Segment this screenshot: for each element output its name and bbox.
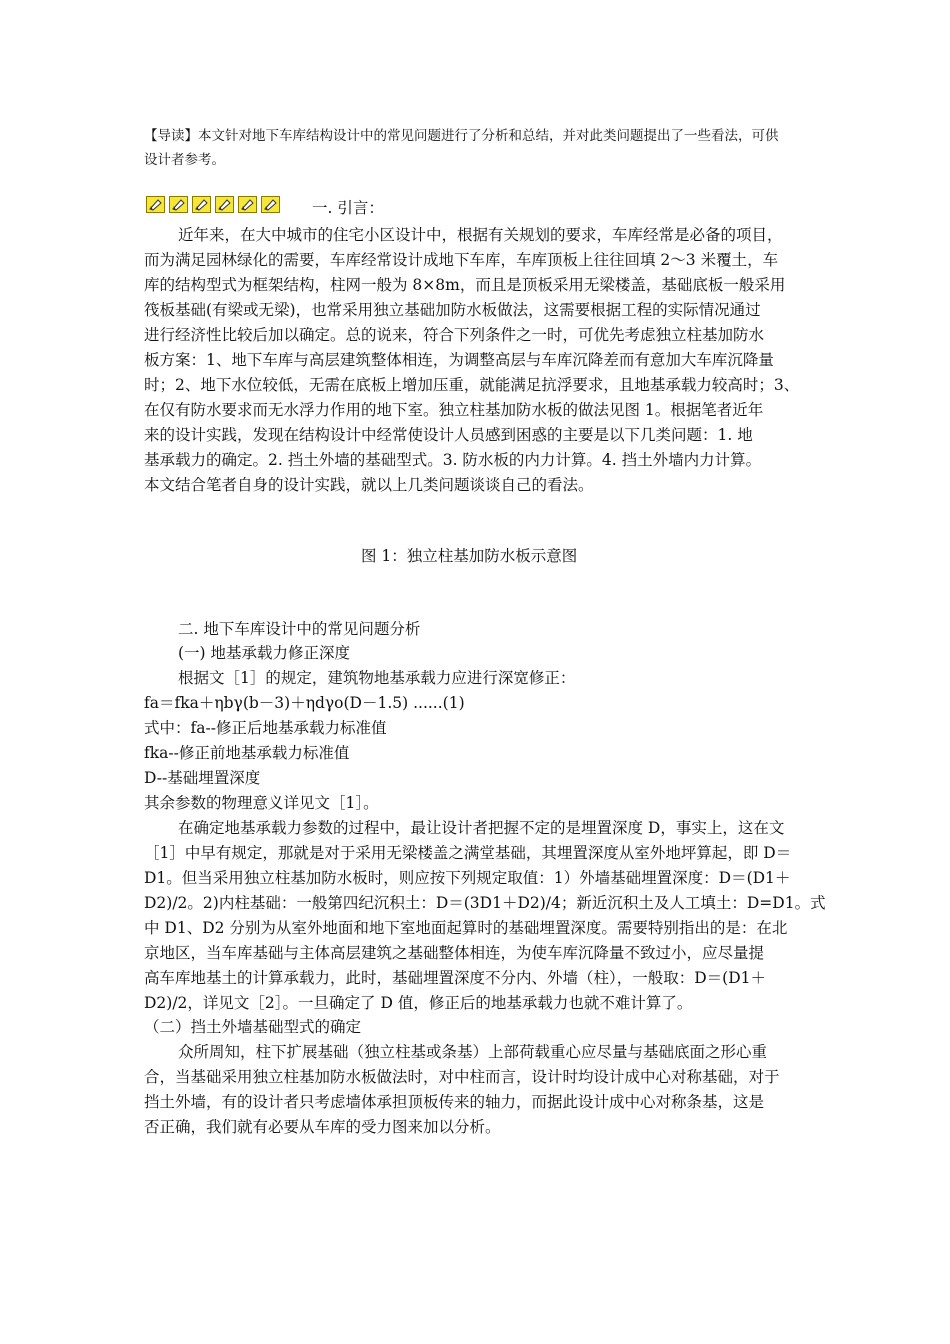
body-line: 中 D1、D2 分别为从室外地面和地下室地面起算时的基础埋置深度。需要特别指出的是：在北: [144, 919, 788, 937]
section1-line: 在仅有防水要求而无水浮力作用的地下室。独立柱基加防水板的做法见图 1。根据笔者近年: [144, 401, 764, 419]
section1-line: 库的结构型式为框架结构，柱网一般为 8×8m，而且是顶板采用无梁楼盖，基础底板一般采用: [144, 276, 786, 294]
section1-line: 筏板基础(有梁或无梁)，也常采用独立基础加防水板做法，这需要根据工程的实际情况通过: [144, 301, 761, 319]
body-line: 高车库地基土的计算承载力，此时，基础埋置深度不分内、外墙（柱），一般取：D＝(D1＋: [144, 969, 767, 987]
body-line: 合，当基础采用独立柱基加防水板做法时，对中柱而言，设计时均设计成中心对称基础，对于: [144, 1068, 780, 1086]
formula-line: fa＝fka＋ηbγ(b－3)＋ηdγo(D－1.5) ......(1): [144, 694, 465, 712]
section2-subheading-2: （二）挡土外墙基础型式的确定: [144, 1018, 362, 1036]
body-line: fka--修正前地基承载力标准值: [144, 744, 350, 762]
section1-line: 进行经济性比较后加以确定。总的说来，符合下列条件之一时，可优先考虑独立柱基加防水: [144, 326, 765, 344]
section2-heading: 二. 地下车库设计中的常见问题分析: [178, 620, 421, 638]
section1-line: 近年来，在大中城市的住宅小区设计中，根据有关规划的要求，车库经常是必备的项目，: [178, 226, 783, 244]
section1-heading: 一. 引言：: [312, 199, 384, 217]
section1-line: 基承载力的确定。2. 挡土外墙的基础型式。3. 防水板的内力计算。4. 挡土外墙内力计算。: [144, 451, 762, 469]
section1-line: 板方案：1、地下车库与高层建筑整体相连，为调整高层与车库沉降差而有意加大车库沉降量: [144, 351, 774, 369]
lead-line-2: 设计者参考。: [144, 152, 225, 168]
section1-line: 来的设计实践，发现在结构设计中经常使设计人员感到困惑的主要是以下几类问题：1. 地: [144, 426, 753, 444]
section1-line: 本文结合笔者自身的设计实践，就以上几类问题谈谈自己的看法。: [144, 476, 594, 494]
body-line: D1。但当采用独立柱基加防水板时，则应按下列规定取值：1）外墙基础埋置深度：D＝(D1＋: [144, 869, 791, 887]
lead-line-1: 【导读】本文针对地下车库结构设计中的常见问题进行了分析和总结，并对此类问题提出了一些看法，可供: [144, 128, 779, 144]
body-line: 其余参数的物理意义详见文［1］。: [144, 794, 379, 812]
body-line: 挡土外墙，有的设计者只考虑墙体承担顶板传来的轴力，而据此设计成中心对称条基，这是: [144, 1093, 765, 1111]
body-line: 在确定地基承载力参数的过程中，最让设计者把握不定的是埋置深度 D，事实上，这在文: [178, 819, 785, 837]
pencil-icon: [146, 196, 165, 213]
decor-icon-strip: [146, 196, 280, 213]
section1-line: 时；2、地下水位较低，无需在底板上增加压重，就能满足抗浮要求，且地基承载力较高时；3、: [144, 376, 800, 394]
pencil-icon: [169, 196, 188, 213]
pencil-icon: [192, 196, 211, 213]
pencil-icon: [215, 196, 234, 213]
body-line: D--基础埋置深度: [144, 769, 261, 787]
body-line: 否正确，我们就有必要从车库的受力图来加以分析。: [144, 1118, 501, 1136]
pencil-icon: [261, 196, 280, 213]
pencil-icon: [238, 196, 257, 213]
section2-subheading-1: (一) 地基承载力修正深度: [178, 644, 351, 662]
section1-line: 而为满足园林绿化的需要，车库经常设计成地下车库，车库顶板上往往回填 2～3 米覆土，车: [144, 251, 779, 269]
body-line: 式中：fa--修正后地基承载力标准值: [144, 719, 387, 737]
body-line: 众所周知，柱下扩展基础（独立柱基或条基）上部荷载重心应尽量与基础底面之形心重: [178, 1043, 768, 1061]
body-line: 根据文［1］的规定，建筑物地基承载力应进行深宽修正：: [178, 669, 576, 687]
body-line: 京地区，当车库基础与主体高层建筑之基础整体相连，为使车库沉降量不致过小，应尽量提: [144, 944, 765, 962]
body-line: D2)/2，详见文［2］。一旦确定了 D 值，修正后的地基承载力也就不难计算了。: [144, 994, 693, 1012]
body-line: D2)/2。2)内柱基础：一般第四纪沉积土：D＝(3D1＋D2)/4；新近沉积土及人工填土：D=D1。式: [144, 894, 826, 912]
body-line: ［1］中早有规定，那就是对于采用无梁楼盖之满堂基础，其埋置深度从室外地坪算起，即 D＝: [144, 844, 792, 862]
figure-caption: 图 1：独立柱基加防水板示意图: [361, 547, 578, 565]
